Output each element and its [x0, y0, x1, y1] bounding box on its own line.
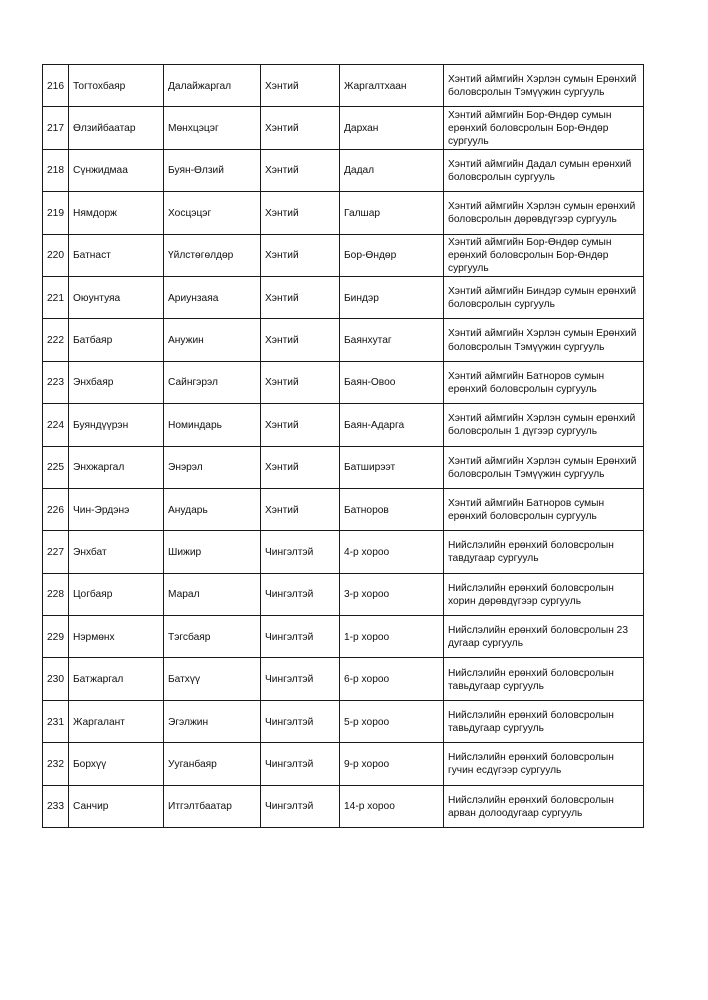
sum-cell: Батширээт	[340, 446, 444, 488]
parent-name-cell: Хосцэцэг	[164, 192, 261, 234]
table-row	[43, 65, 644, 107]
name-cell: Санчир	[69, 785, 164, 827]
sum-cell: Баянхутаг	[340, 319, 444, 361]
sum-cell: Баян-Адарга	[340, 404, 444, 446]
province-cell: Чингэлтэй	[261, 616, 340, 658]
parent-name-cell: Марал	[164, 573, 261, 615]
table-row	[43, 616, 644, 658]
school-cell: Хэнтий аймгийн Хэрлэн сумын ерөнхий боловсролын 1 дүгээр сургууль	[444, 404, 644, 446]
sum-cell: Дадал	[340, 149, 444, 191]
name-cell: Энхжаргал	[69, 446, 164, 488]
school-cell: Хэнтий аймгийн Хэрлэн сумын Ерөнхий боловсролын Тэмүүжин сургууль	[444, 65, 644, 107]
name-cell: Жаргалант	[69, 700, 164, 742]
sum-cell: Бор-Өндөр	[340, 234, 444, 276]
name-cell: Чин-Эрдэнэ	[69, 488, 164, 530]
row-number-cell: 229	[43, 616, 69, 658]
province-cell: Хэнтий	[261, 234, 340, 276]
row-number-cell: 221	[43, 276, 69, 318]
row-number-cell: 230	[43, 658, 69, 700]
table-row	[43, 531, 644, 573]
province-cell: Хэнтий	[261, 404, 340, 446]
province-cell: Хэнтий	[261, 446, 340, 488]
name-cell: Цогбаяр	[69, 573, 164, 615]
table-row	[43, 658, 644, 700]
row-number-cell: 216	[43, 65, 69, 107]
parent-name-cell: Сайнгэрэл	[164, 361, 261, 403]
province-cell: Хэнтий	[261, 488, 340, 530]
province-cell: Чингэлтэй	[261, 531, 340, 573]
table-row	[43, 276, 644, 318]
school-cell: Хэнтий аймгийн Дадал сумын ерөнхий боловсролын сургууль	[444, 149, 644, 191]
school-cell: Нийслэлийн ерөнхий боловсролын хорин дөрөвдүгээр сургууль	[444, 573, 644, 615]
table-row	[43, 573, 644, 615]
table-row	[43, 361, 644, 403]
province-cell: Хэнтий	[261, 192, 340, 234]
name-cell: Өлзийбаатар	[69, 107, 164, 149]
province-cell: Хэнтий	[261, 276, 340, 318]
parent-name-cell: Анударь	[164, 488, 261, 530]
parent-name-cell: Номиндарь	[164, 404, 261, 446]
parent-name-cell: Энэрэл	[164, 446, 261, 488]
sum-cell: Жаргалтхаан	[340, 65, 444, 107]
school-cell: Хэнтий аймгийн Бор-Өндөр сумын ерөнхий боловсролын Бор-Өндөр сургууль	[444, 107, 644, 149]
parent-name-cell: Ариунзаяа	[164, 276, 261, 318]
sum-cell: Баян-Овоо	[340, 361, 444, 403]
student-list-table	[42, 64, 644, 828]
school-cell: Хэнтий аймгийн Хэрлэн сумын ерөнхий боловсролын дөрөвдүгээр сургууль	[444, 192, 644, 234]
province-cell: Чингэлтэй	[261, 700, 340, 742]
sum-cell: 9-р хороо	[340, 743, 444, 785]
school-cell: Нийслэлийн ерөнхий боловсролын тавдугаар сургууль	[444, 531, 644, 573]
school-cell: Хэнтий аймгийн Хэрлэн сумын Ерөнхий боловсролын Тэмүүжин сургууль	[444, 319, 644, 361]
parent-name-cell: Ууганбаяр	[164, 743, 261, 785]
name-cell: Энхбаяр	[69, 361, 164, 403]
parent-name-cell: Тэгсбаяр	[164, 616, 261, 658]
table-row	[43, 192, 644, 234]
school-cell: Нийслэлийн ерөнхий боловсролын 23 дугаар сургууль	[444, 616, 644, 658]
school-cell: Нийслэлийн ерөнхий боловсролын гучин есдүгээр сургууль	[444, 743, 644, 785]
province-cell: Чингэлтэй	[261, 785, 340, 827]
name-cell: Оюунтуяа	[69, 276, 164, 318]
table-row	[43, 234, 644, 276]
name-cell: Нямдорж	[69, 192, 164, 234]
parent-name-cell: Далайжаргал	[164, 65, 261, 107]
row-number-cell: 217	[43, 107, 69, 149]
name-cell: Борхүү	[69, 743, 164, 785]
parent-name-cell: Үйлстөгөлдөр	[164, 234, 261, 276]
school-cell: Хэнтий аймгийн Батноров сумын ерөнхий боловсролын сургууль	[444, 361, 644, 403]
school-cell: Хэнтий аймгийн Хэрлэн сумын Ерөнхий боловсролын Тэмүүжин сургууль	[444, 446, 644, 488]
row-number-cell: 222	[43, 319, 69, 361]
sum-cell: Биндэр	[340, 276, 444, 318]
sum-cell: 6-р хороо	[340, 658, 444, 700]
row-number-cell: 223	[43, 361, 69, 403]
name-cell: Нэрмөнх	[69, 616, 164, 658]
table-row	[43, 404, 644, 446]
province-cell: Хэнтий	[261, 65, 340, 107]
row-number-cell: 219	[43, 192, 69, 234]
table-row	[43, 488, 644, 530]
table-row	[43, 319, 644, 361]
table-row	[43, 149, 644, 191]
parent-name-cell: Батхүү	[164, 658, 261, 700]
row-number-cell: 220	[43, 234, 69, 276]
row-number-cell: 225	[43, 446, 69, 488]
row-number-cell: 231	[43, 700, 69, 742]
table-row	[43, 700, 644, 742]
parent-name-cell: Шижир	[164, 531, 261, 573]
sum-cell: Галшар	[340, 192, 444, 234]
name-cell: Буяндүүрэн	[69, 404, 164, 446]
table-body	[43, 65, 644, 828]
parent-name-cell: Анужин	[164, 319, 261, 361]
province-cell: Чингэлтэй	[261, 658, 340, 700]
parent-name-cell: Итгэлтбаатар	[164, 785, 261, 827]
name-cell: Энхбат	[69, 531, 164, 573]
school-cell: Хэнтий аймгийн Батноров сумын ерөнхий боловсролын сургууль	[444, 488, 644, 530]
name-cell: Батнаст	[69, 234, 164, 276]
school-cell: Нийслэлийн ерөнхий боловсролын арван долоодугаар сургууль	[444, 785, 644, 827]
school-cell: Нийслэлийн ерөнхий боловсролын тавьдугаар сургууль	[444, 700, 644, 742]
row-number-cell: 232	[43, 743, 69, 785]
sum-cell: Батноров	[340, 488, 444, 530]
province-cell: Хэнтий	[261, 361, 340, 403]
parent-name-cell: Эгэлжин	[164, 700, 261, 742]
table-row	[43, 446, 644, 488]
name-cell: Батбаяр	[69, 319, 164, 361]
row-number-cell: 224	[43, 404, 69, 446]
row-number-cell: 218	[43, 149, 69, 191]
table-row	[43, 107, 644, 149]
row-number-cell: 233	[43, 785, 69, 827]
school-cell: Хэнтий аймгийн Бор-Өндөр сумын ерөнхий боловсролын Бор-Өндөр сургууль	[444, 234, 644, 276]
sum-cell: Дархан	[340, 107, 444, 149]
row-number-cell: 226	[43, 488, 69, 530]
parent-name-cell: Мөнхцэцэг	[164, 107, 261, 149]
name-cell: Батжаргал	[69, 658, 164, 700]
province-cell: Чингэлтэй	[261, 573, 340, 615]
table-row	[43, 743, 644, 785]
province-cell: Хэнтий	[261, 319, 340, 361]
row-number-cell: 227	[43, 531, 69, 573]
parent-name-cell: Буян-Өлзий	[164, 149, 261, 191]
province-cell: Хэнтий	[261, 107, 340, 149]
name-cell: Сүнжидмаа	[69, 149, 164, 191]
school-cell: Хэнтий аймгийн Биндэр сумын ерөнхий боловсролын сургууль	[444, 276, 644, 318]
school-cell: Нийслэлийн ерөнхий боловсролын тавьдугаар сургууль	[444, 658, 644, 700]
sum-cell: 1-р хороо	[340, 616, 444, 658]
sum-cell: 3-р хороо	[340, 573, 444, 615]
row-number-cell: 228	[43, 573, 69, 615]
table-row	[43, 785, 644, 827]
province-cell: Хэнтий	[261, 149, 340, 191]
sum-cell: 4-р хороо	[340, 531, 444, 573]
sum-cell: 14-р хороо	[340, 785, 444, 827]
province-cell: Чингэлтэй	[261, 743, 340, 785]
name-cell: Тогтохбаяр	[69, 65, 164, 107]
sum-cell: 5-р хороо	[340, 700, 444, 742]
